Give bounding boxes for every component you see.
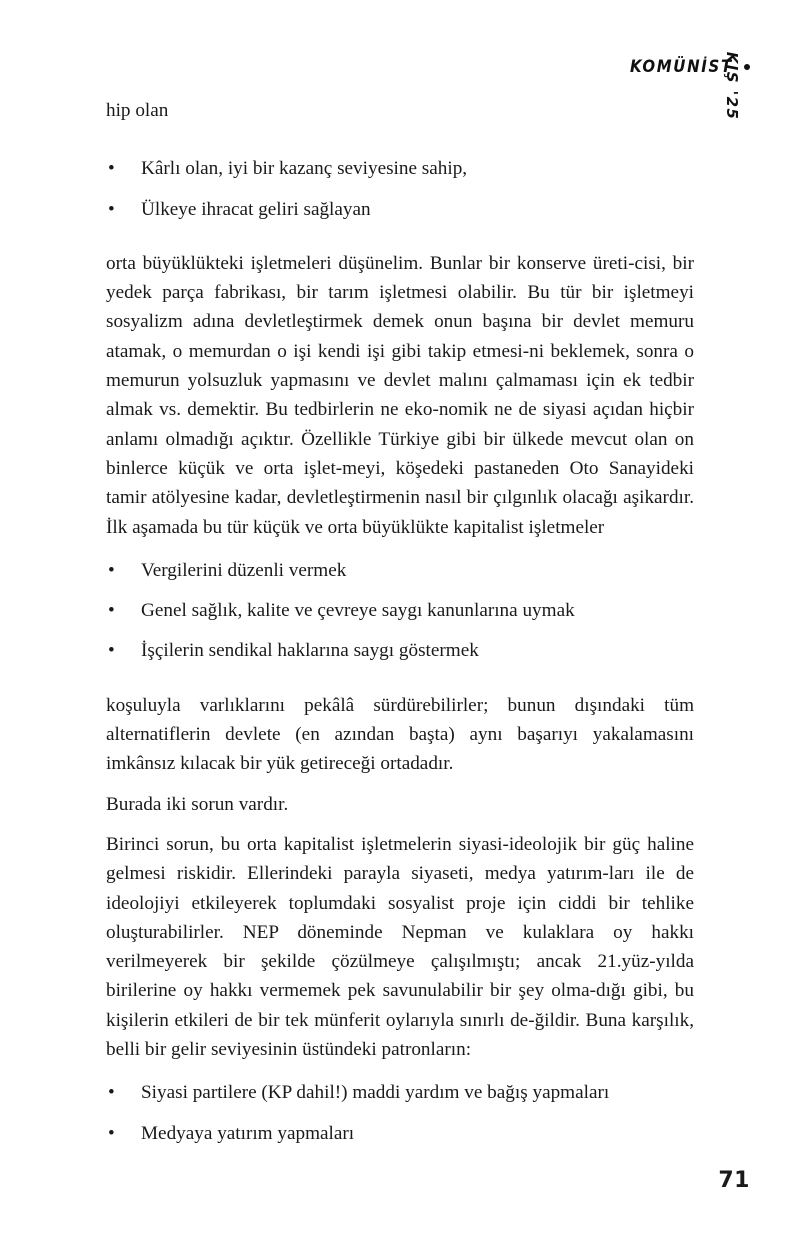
list-item xyxy=(106,636,694,665)
bullet-marker-icon: • xyxy=(108,1082,115,1104)
issue-label-vertical xyxy=(723,51,750,154)
list-item-label: Vergilerini düzenli vermek xyxy=(141,559,347,581)
list-item xyxy=(106,556,694,585)
bullet-dot-icon xyxy=(744,64,750,70)
paragraph-4: Birinci sorun, bu orta kapitalist işletmelerin siyasi-ideolojik bir güç haline gelmesi riskidir. Ellerindeki parayla siyaseti, medya yatırım-ları ile de ideolojiyi etkileyerek toplumdaki sosyalist proje için ciddi bir tehlike oluşturabilirler. NEP döneminde Nepman ve kulaklara oy hakkı verilmeyerek bir şekilde çözülmeye çalışılmıştı; ancak 21.yüz-yılda birilerine oy hakkı vermemek pek savunulabilir bir şey olma-dığı gibi, bu kişilerin etkileri de bir tek münferit oylarıyla sınırlı de-ğildir. Buna karşılık, belli bir gelir seviyesinin üstündeki patronların: xyxy=(106,833,694,1061)
list-item xyxy=(106,195,694,224)
list-item-label: Medyaya yatırım yapmaları xyxy=(141,1122,355,1144)
bullet-marker-icon: • xyxy=(108,600,115,622)
list-item-label: Genel sağlık, kalite ve çevreye saygı kanunlarına uymak xyxy=(141,600,575,622)
list-item xyxy=(106,154,694,183)
paragraph-1: orta büyüklükteki işletmeleri düşünelim. Bunlar bir konserve üreti-cisi, bir yedek parça fabrikası, bir tarım işletmesi olabilir. Bu tür bir işletmeyi sosyalizm adına devletleştirmek demek onun başına bir devlet memuru atamak, o memurdan o işi kendi işi gibi takip etmesi-ni beklemek, sonra o memurun yolsuzluk yapmasını ve devlet malını çalmaması için ek tedbir almak vs. demektir. Bu tedbirlerin ne eko-nomik ne de siyasi açıdan hiçbir anlamı olmadığı açıktır. Özellikle Türkiye gibi bir ülkede mevcut olan on binlerce küçük ve orta işlet-meyi, köşedeki pastaneden Oto Sanayideki tamir atölyesine kadar, devletleştirmenin nasıl bir çılgınlık olacağı aşikardır. İlk aşamada bu tür küçük ve orta büyüklükte kapitalist işletmeler xyxy=(106,252,694,538)
bullet-marker-icon: • xyxy=(108,559,115,581)
issue-label: KIŞ '25 xyxy=(723,51,741,121)
list-item xyxy=(106,1078,694,1107)
paragraph-3: Burada iki sorun vardır. xyxy=(106,793,289,815)
bullet-marker-icon: • xyxy=(108,198,115,220)
spacer xyxy=(106,125,694,140)
page-number: 71 xyxy=(718,1168,750,1193)
spacer xyxy=(106,238,694,249)
list-item-label: Kârlı olan, iyi bir kazanç seviyesine sahip, xyxy=(141,158,468,180)
spacer xyxy=(106,680,694,691)
bullet-marker-icon: • xyxy=(108,640,115,662)
list-item-label: İşçilerin sendikal haklarına saygı göstermek xyxy=(141,640,479,662)
bullet-list-2 xyxy=(106,556,694,666)
spacer xyxy=(106,819,694,830)
list-item-label: Siyasi partilere (KP dahil!) maddi yardım ve bağış yapmaları xyxy=(141,1082,610,1104)
bullet-marker-icon: • xyxy=(108,1122,115,1144)
list-item xyxy=(106,1119,694,1148)
bullet-list-1 xyxy=(106,154,694,224)
continuation-line: hip olan xyxy=(106,100,169,121)
paragraph-2: koşuluyla varlıklarını pekâlâ sürdürebilirler; bunun dışındaki tüm alternatiflerin devlete (en azından başta) aynı başarıyı yakalamasını imkânsız kılacak bir yük getireceği ortadadır. xyxy=(106,694,694,775)
list-item-label: Ülkeye ihracat geliri sağlayan xyxy=(141,198,371,220)
bullet-marker-icon: • xyxy=(108,158,115,180)
text-column xyxy=(106,96,694,1162)
list-item xyxy=(106,596,694,625)
masthead-title: KOMÜNİST xyxy=(630,57,733,77)
bullet-list-3 xyxy=(106,1078,694,1148)
spacer xyxy=(106,779,694,790)
